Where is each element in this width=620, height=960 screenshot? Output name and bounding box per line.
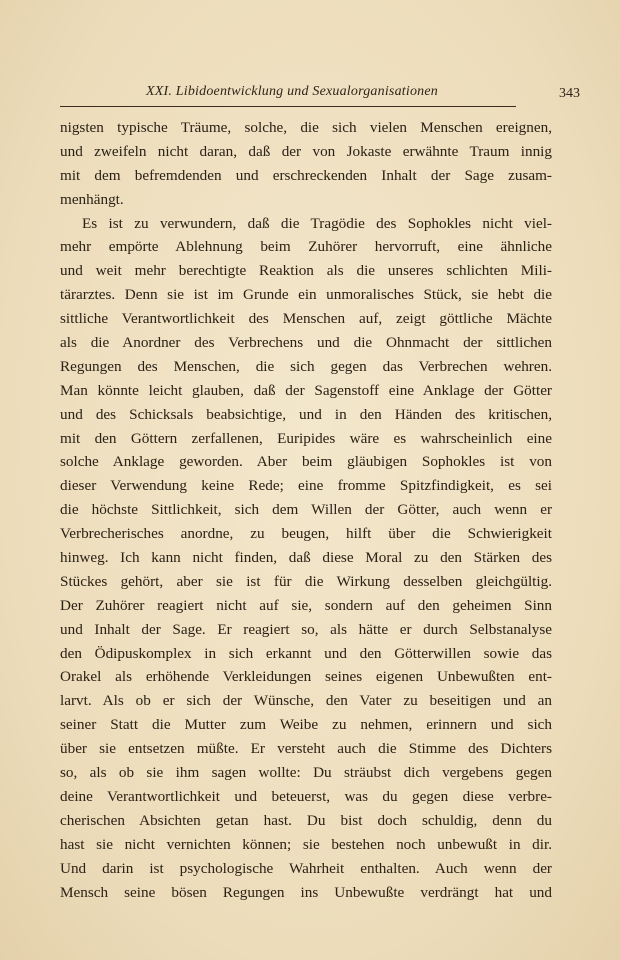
text-line: Und darin ist psychologische Wahrheit enthalten. Auch wenn der bbox=[60, 859, 552, 877]
chapter-title: XXI. Libidoentwicklung und Sexualorganisationen bbox=[146, 84, 438, 99]
text-line: die höchste Sittlichkeit, sich dem Willen der Götter, auch wenn er bbox=[60, 501, 552, 519]
text-line: als die Anordner des Verbrechens und die Ohnmacht der sittlichen bbox=[60, 334, 552, 352]
running-head bbox=[60, 84, 580, 108]
text-line: nigsten typische Träume, solche, die sich vielen Menschen ereignen, bbox=[60, 119, 552, 136]
text-line: solche Anklage geworden. Aber beim gläubigen Sophokles ist von bbox=[60, 453, 552, 471]
text-line: und des Schicksals beabsichtige, und in den Händen des kritischen, bbox=[60, 405, 552, 423]
text-line: Es ist zu verwundern, daß die Tragödie des Sophokles nicht viel- bbox=[82, 214, 552, 232]
text-line: Orakel als erhöhende Verkleidungen seines eigenen Unbewußten ent- bbox=[60, 668, 552, 686]
text-line: und weit mehr berechtigte Reaktion als die unseres schlichten Mili- bbox=[60, 262, 552, 280]
text-line: hinweg. Ich kann nicht finden, daß diese Moral zu den Stärken des bbox=[60, 549, 552, 567]
text-line: mit den Göttern zerfallenen, Euripides wäre es wahrscheinlich eine bbox=[60, 429, 552, 447]
text-line: deine Verantwortlichkeit und beteuerst, was du gegen diese verbre- bbox=[60, 787, 552, 805]
text-line: dieser Verwendung keine Rede; eine fromme Spitzfindigkeit, es sei bbox=[60, 477, 552, 495]
page-number: 343 bbox=[559, 86, 580, 101]
text-line: und zweifeln nicht daran, daß der von Jokaste erwähnte Traum innig bbox=[60, 142, 552, 160]
text-line: hast sie nicht vernichten können; sie bestehen noch unbewußt in dir. bbox=[60, 835, 552, 853]
text-line: seiner Statt die Mutter zum Weibe zu nehmen, erinnern und sich bbox=[60, 716, 552, 734]
text-line: sittliche Verantwortlichkeit des Menschen auf, zeigt göttliche Mächte bbox=[60, 310, 552, 328]
text-line: larvt. Als ob er sich der Wünsche, den Vater zu beseitigen und an bbox=[60, 692, 552, 710]
text-line: Stückes gehört, aber sie ist für die Wirkung desselben gleichgültig. bbox=[60, 572, 552, 590]
text-line: Mensch seine bösen Regungen ins Unbewußte verdrängt hat und bbox=[60, 883, 552, 901]
header-rule bbox=[60, 106, 516, 107]
text-line: tärarztes. Denn sie ist im Grunde ein unmoralisches Stück, sie hebt die bbox=[60, 286, 552, 304]
text-line: mit dem befremdenden und erschreckenden Inhalt der Sage zusam- bbox=[60, 166, 552, 184]
text-line: menhängt. bbox=[60, 190, 124, 208]
text-line: Verbrecherisches anordne, zu beugen, hilft über die Schwierigkeit bbox=[60, 525, 552, 543]
text-line: mehr empörte Ablehnung beim Zuhörer hervorruft, eine ähnliche bbox=[60, 238, 552, 256]
text-line: Der Zuhörer reagiert nicht auf sie, sondern auf den geheimen Sinn bbox=[60, 596, 552, 614]
text-line: und Inhalt der Sage. Er reagiert so, als hätte er durch Selbstanalyse bbox=[60, 620, 552, 638]
text-line: Man könnte leicht glauben, daß der Sagenstoff eine Anklage der Götter bbox=[60, 381, 552, 399]
text-line: den Ödipuskomplex in sich erkannt und den Götterwillen sowie das bbox=[60, 644, 552, 662]
text-line: Regungen des Menschen, die sich gegen das Verbrechen wehren. bbox=[60, 357, 552, 375]
text-line: cherischen Absichten getan hast. Du bist doch schuldig, denn du bbox=[60, 811, 552, 829]
text-line: so, als ob sie ihm sagen wollte: Du sträubst dich vergebens gegen bbox=[60, 764, 552, 782]
text-line: über sie entsetzen müßte. Er versteht auch die Stimme des Dichters bbox=[60, 740, 552, 758]
body-text bbox=[60, 116, 552, 904]
